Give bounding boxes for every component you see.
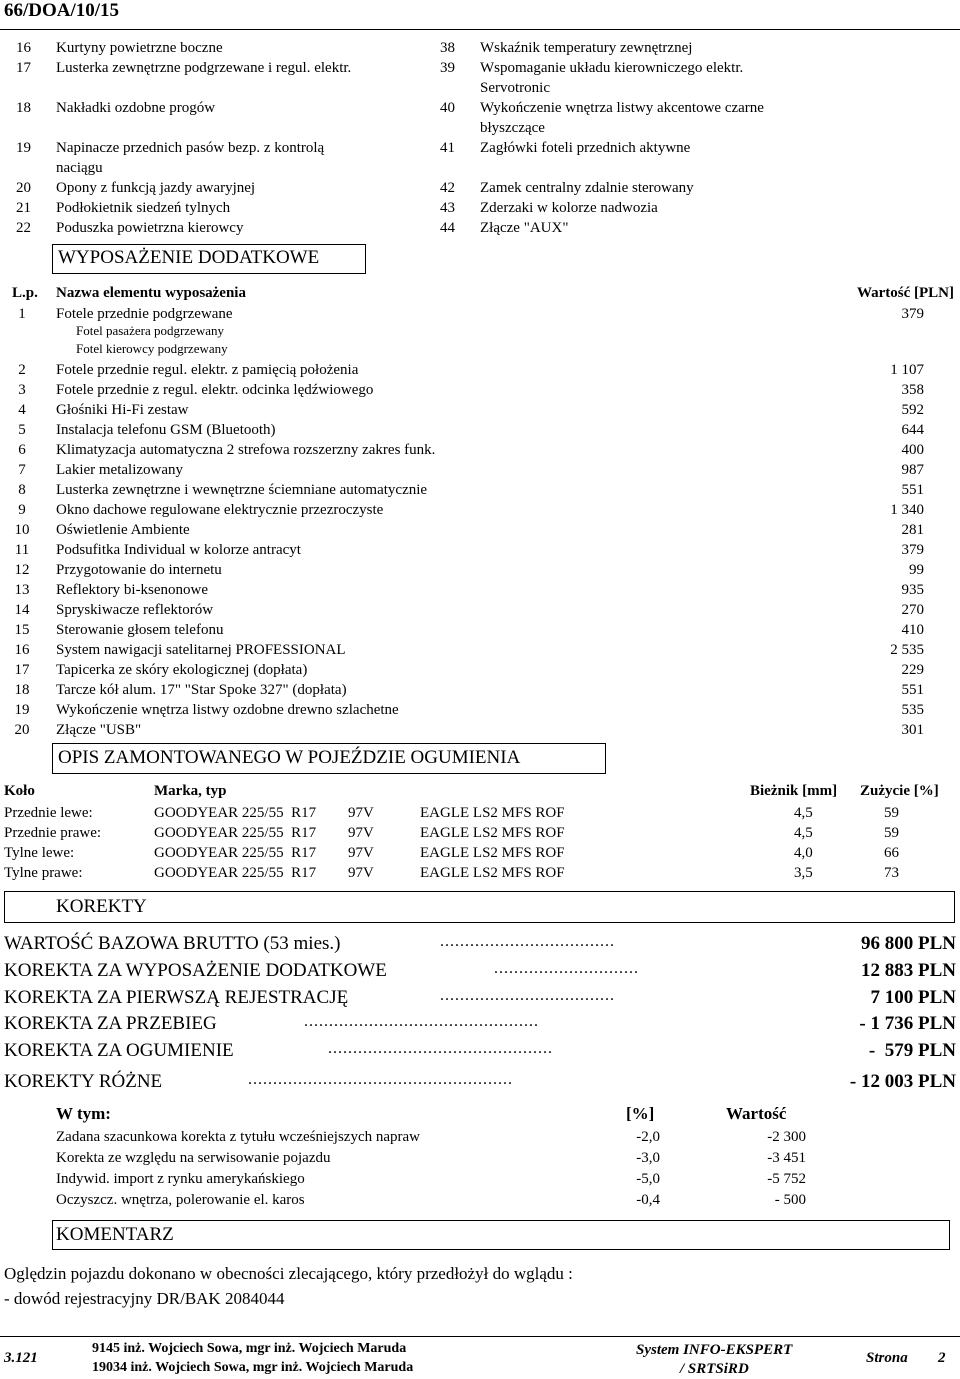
- breakdown-label: Korekta ze względu na serwisowanie pojazdu: [56, 1150, 331, 1166]
- correction-leader-dots: ...............................................: [304, 1013, 539, 1030]
- std-item-text: Nakładki ozdobne progów: [56, 100, 216, 116]
- extra-item-name: Fotele przednie regul. elektr. z pamięcią położenia: [56, 362, 359, 378]
- tires-title: OPIS ZAMONTOWANEGO W POJEŹDZIE OGUMIENIA: [58, 747, 521, 768]
- tire-model: EAGLE LS2 MFS ROF: [420, 845, 565, 861]
- std-item-text: Złącze "AUX": [480, 220, 569, 236]
- extra-item-sub: Fotel kierowcy podgrzewany: [76, 341, 228, 356]
- extra-item-name: Głośniki Hi-Fi zestaw: [56, 402, 189, 418]
- breakdown-label: Indywid. import z rynku amerykańskiego: [56, 1171, 305, 1187]
- correction-label: KOREKTA ZA WYPOSAŻENIE DODATKOWE: [4, 960, 387, 981]
- std-item-number: 22: [16, 220, 31, 236]
- tire-wear: 59: [884, 805, 899, 821]
- extra-item-number: 5: [18, 422, 26, 438]
- std-item-text: Poduszka powietrzna kierowcy: [56, 220, 244, 236]
- extra-item-value: 301: [901, 722, 924, 738]
- extra-item-name: Reflektory bi-ksenonowe: [56, 582, 209, 598]
- col-header-brand: Marka, typ: [154, 783, 227, 799]
- std-item-text: Napinacze przednich pasów bezp. z kontrolą: [56, 140, 325, 156]
- extra-item-value: 379: [901, 542, 924, 558]
- extra-item-value: 935: [901, 582, 924, 598]
- tire-brand: GOODYEAR 225/55 R17: [154, 865, 317, 881]
- col-header-wear: Zużycie [%]: [860, 783, 939, 799]
- breakdown-value: -3 451: [767, 1150, 806, 1166]
- comment-line-2: - dowód rejestracyjny DR/BAK 2084044: [4, 1289, 285, 1308]
- extra-item-value: 1 107: [890, 362, 924, 378]
- std-item-text: Opony z funkcją jazdy awaryjnej: [56, 180, 256, 196]
- extra-item-value: 229: [901, 662, 924, 678]
- correction-value: 96 800 PLN: [861, 933, 956, 954]
- footer-page-number: 2: [938, 1350, 946, 1366]
- extra-item-number: 11: [14, 542, 30, 558]
- std-item-number: 39: [440, 60, 455, 76]
- std-item-number: 40: [440, 100, 455, 116]
- col-header-wheel: Koło: [4, 783, 35, 799]
- extra-item-number: 10: [14, 522, 30, 538]
- tire-wheel: Tylne prawe:: [4, 865, 83, 881]
- std-item-number: 21: [16, 200, 31, 216]
- tire-model: EAGLE LS2 MFS ROF: [420, 825, 565, 841]
- breakdown-pct: -0,4: [636, 1192, 660, 1208]
- tire-tread: 4,5: [794, 805, 813, 821]
- extra-item-value: 644: [901, 422, 924, 438]
- tire-brand: GOODYEAR 225/55 R17: [154, 825, 317, 841]
- extra-item-value: 400: [901, 442, 924, 458]
- tire-index: 97V: [348, 825, 374, 841]
- std-item-text: Kurtyny powietrzne boczne: [56, 40, 223, 56]
- extra-item-number: 18: [14, 682, 30, 698]
- correction-misc-label: KOREKTY RÓŻNE: [4, 1071, 163, 1092]
- breakdown-pct: -5,0: [636, 1171, 660, 1187]
- extra-item-number: 13: [14, 582, 30, 598]
- correction-label: KOREKTA ZA PIERWSZĄ REJESTRACJĘ: [4, 987, 349, 1008]
- std-item-text: Lusterka zewnętrzne podgrzewane i regul. elektr.: [56, 60, 352, 76]
- extra-item-name: Lakier metalizowany: [56, 462, 184, 478]
- extra-item-value: 358: [901, 382, 924, 398]
- comment-line-1: Oględzin pojazdu dokonano w obecności zlecającego, który przedłożył do wglądu :: [4, 1264, 573, 1283]
- breakdown-pct: -2,0: [636, 1129, 660, 1145]
- std-item-text-cont: Servotronic: [480, 80, 550, 96]
- extra-item-name: Oświetlenie Ambiente: [56, 522, 190, 538]
- tire-wheel: Tylne lewe:: [4, 845, 75, 861]
- extra-item-name: Sterowanie głosem telefonu: [56, 622, 224, 638]
- extra-item-name: Lusterka zewnętrzne i wewnętrzne ściemniane automatycznie: [56, 482, 428, 498]
- extra-item-number: 14: [14, 602, 30, 618]
- tire-wear: 59: [884, 825, 899, 841]
- extra-item-number: 4: [18, 402, 26, 418]
- extra-item-name: Spryskiwacze reflektorów: [56, 602, 214, 618]
- std-item-text-cont: naciągu: [56, 160, 103, 176]
- std-item-text: Wskaźnik temperatury zewnętrznej: [480, 40, 693, 56]
- breakdown-col-value: Wartość: [726, 1104, 787, 1123]
- extra-item-sub: Fotel pasażera podgrzewany: [76, 323, 224, 338]
- footer-system-2: / SRTSiRD: [680, 1361, 749, 1377]
- correction-leader-dots: .............................................: [328, 1040, 553, 1057]
- extra-item-number: 12: [14, 562, 30, 578]
- extra-item-number: 9: [18, 502, 26, 518]
- col-header-tread: Bieżnik [mm]: [750, 783, 838, 799]
- footer-system-1: System INFO-EKSPERT: [636, 1342, 793, 1358]
- extra-item-value: 987: [901, 462, 924, 478]
- std-item-number: 18: [16, 100, 31, 116]
- tire-tread: 3,5: [794, 865, 813, 881]
- extra-item-value: 410: [901, 622, 924, 638]
- extra-item-value: 551: [901, 482, 924, 498]
- std-item-number: 41: [440, 140, 455, 156]
- tire-wheel: Przednie prawe:: [4, 825, 102, 841]
- extra-item-number: 20: [14, 722, 30, 738]
- std-item-text-cont: błyszczące: [480, 120, 545, 136]
- correction-value: - 579 PLN: [868, 1040, 956, 1061]
- extra-item-value: 1 340: [890, 502, 924, 518]
- correction-value: - 1 736 PLN: [859, 1013, 956, 1034]
- correction-leader-dots: ...................................: [440, 933, 615, 950]
- std-item-number: 19: [16, 140, 31, 156]
- breakdown-col-pct: [%]: [626, 1104, 655, 1123]
- std-item-number: 42: [440, 180, 455, 196]
- breakdown-col-label: W tym:: [56, 1104, 111, 1123]
- std-item-text: Zagłówki foteli przednich aktywne: [480, 140, 691, 156]
- tire-index: 97V: [348, 865, 374, 881]
- correction-label: WARTOŚĆ BAZOWA BRUTTO (53 mies.): [4, 933, 341, 954]
- extra-item-name: Przygotowanie do internetu: [56, 562, 222, 578]
- footer-page-label: Strona: [866, 1350, 908, 1366]
- extra-item-value: 551: [901, 682, 924, 698]
- col-header-name: Nazwa elementu wyposażenia: [56, 285, 246, 301]
- extra-item-value: 281: [901, 522, 924, 538]
- breakdown-label: Zadana szacunkowa korekta z tytułu wcześniejszych napraw: [56, 1129, 421, 1145]
- std-item-number: 44: [440, 220, 455, 236]
- correction-value: 12 883 PLN: [861, 960, 956, 981]
- comment-title-box: [52, 1220, 950, 1250]
- extra-item-name: Wykończenie wnętrza listwy ozdobne drewno szlachetne: [56, 702, 399, 718]
- correction-misc-dots: .....................................................: [248, 1071, 513, 1088]
- extra-item-value: 592: [901, 402, 924, 418]
- extra-item-value: 2 535: [890, 642, 924, 658]
- extra-item-number: 8: [18, 482, 26, 498]
- breakdown-value: - 500: [774, 1192, 806, 1208]
- extra-item-number: 2: [18, 362, 26, 378]
- breakdown-value: -5 752: [767, 1171, 806, 1187]
- tire-model: EAGLE LS2 MFS ROF: [420, 805, 565, 821]
- corrections-title: KOREKTY: [56, 896, 147, 917]
- document-id: 66/DOA/10/15: [4, 0, 120, 21]
- extra-item-name: Okno dachowe regulowane elektrycznie przezroczyste: [56, 502, 384, 518]
- breakdown-label: Oczyszcz. wnętrza, polerowanie el. karos: [56, 1192, 305, 1208]
- extra-item-number: 1: [18, 306, 26, 322]
- extra-item-number: 3: [18, 382, 26, 398]
- extra-item-name: Złącze "USB": [56, 722, 142, 738]
- tire-brand: GOODYEAR 225/55 R17: [154, 805, 317, 821]
- extra-item-name: Tarcze kół alum. 17" "Star Spoke 327" (dopłata): [56, 682, 347, 698]
- extra-equipment-title: WYPOSAŻENIE DODATKOWE: [58, 247, 320, 268]
- correction-leader-dots: .............................: [494, 960, 639, 977]
- tire-tread: 4,5: [794, 825, 813, 841]
- extra-item-name: Klimatyzacja automatyczna 2 strefowa rozszerzny zakres funk.: [56, 442, 436, 458]
- extra-item-value: 270: [901, 602, 924, 618]
- extra-item-name: System nawigacji satelitarnej PROFESSIONAL: [56, 642, 346, 658]
- std-item-text: Podłokietnik siedzeń tylnych: [56, 200, 231, 216]
- tire-index: 97V: [348, 805, 374, 821]
- extra-item-number: 6: [18, 442, 26, 458]
- tire-wear: 66: [884, 845, 899, 861]
- correction-label: KOREKTA ZA OGUMIENIE: [4, 1040, 234, 1061]
- std-item-text: Zamek centralny zdalnie sterowany: [480, 180, 694, 196]
- tire-wheel: Przednie lewe:: [4, 805, 93, 821]
- tire-tread: 4,0: [794, 845, 813, 861]
- extra-item-number: 16: [14, 642, 30, 658]
- breakdown-pct: -3,0: [636, 1150, 660, 1166]
- footer-author-1: 9145 inż. Wojciech Sowa, mgr inż. Wojciech Maruda: [92, 1341, 407, 1356]
- tire-model: EAGLE LS2 MFS ROF: [420, 865, 565, 881]
- breakdown-value: -2 300: [767, 1129, 806, 1145]
- correction-misc-value: - 12 003 PLN: [849, 1071, 956, 1092]
- extra-item-name: Fotele przednie podgrzewane: [56, 306, 233, 322]
- extra-item-name: Podsufitka Individual w kolorze antracyt: [56, 542, 301, 558]
- footer-version: 3.121: [4, 1350, 38, 1366]
- std-item-text: Wspomaganie układu kierowniczego elektr.: [480, 60, 744, 76]
- extra-item-name: Tapicerka ze skóry ekologicznej (dopłata): [56, 662, 308, 678]
- footer-divider: [0, 1336, 960, 1337]
- tire-wear: 73: [884, 865, 899, 881]
- std-item-number: 38: [440, 40, 455, 56]
- extra-item-value: 379: [901, 306, 924, 322]
- col-header-value: Wartość [PLN]: [856, 285, 954, 301]
- footer-author-2: 19034 inż. Wojciech Sowa, mgr inż. Wojciech Maruda: [92, 1360, 414, 1375]
- extra-item-value: 99: [909, 562, 924, 578]
- std-item-number: 17: [16, 60, 31, 76]
- extra-item-number: 19: [14, 702, 30, 718]
- extra-item-value: 535: [901, 702, 924, 718]
- tire-index: 97V: [348, 845, 374, 861]
- extra-item-number: 17: [14, 662, 30, 678]
- extra-item-name: Fotele przednie z regul. elektr. odcinka lędźwiowego: [56, 382, 374, 398]
- comment-title: KOMENTARZ: [56, 1224, 174, 1245]
- std-item-number: 20: [16, 180, 31, 196]
- correction-label: KOREKTA ZA PRZEBIEG: [4, 1013, 217, 1034]
- extra-item-number: 15: [14, 622, 30, 638]
- std-item-text: Zderzaki w kolorze nadwozia: [480, 200, 658, 216]
- std-item-number: 43: [440, 200, 455, 216]
- std-item-text: Wykończenie wnętrza listwy akcentowe czarne: [480, 100, 764, 116]
- correction-leader-dots: ...................................: [440, 987, 615, 1004]
- header-divider: [0, 29, 960, 30]
- extra-item-number: 7: [18, 462, 26, 478]
- std-item-number: 16: [16, 40, 31, 56]
- correction-value: 7 100 PLN: [870, 987, 956, 1008]
- extra-item-name: Instalacja telefonu GSM (Bluetooth): [56, 422, 276, 438]
- tire-brand: GOODYEAR 225/55 R17: [154, 845, 317, 861]
- col-header-lp: L.p.: [12, 285, 38, 301]
